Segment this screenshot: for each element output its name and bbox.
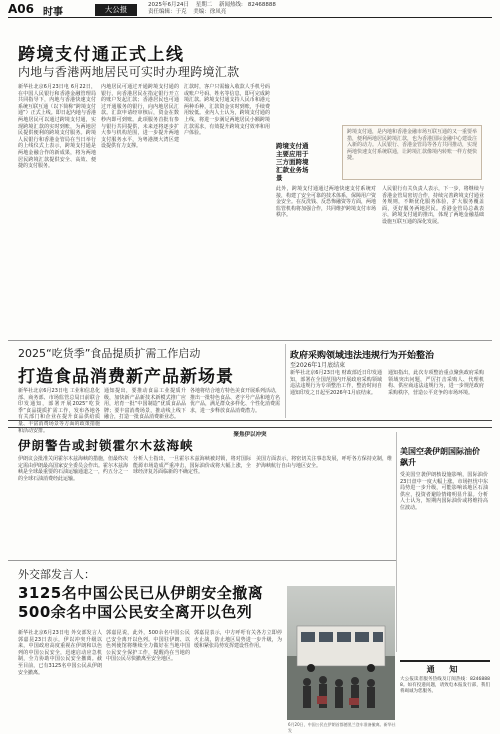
story2-headline: 打造食品消费新产品新场景 bbox=[18, 367, 234, 387]
news-photo-illustration bbox=[287, 586, 395, 720]
designer-credit: 美编：徐凤亮 bbox=[193, 9, 227, 15]
masthead bbox=[8, 2, 492, 18]
story4-headline-line-2: 500余名中国公民安全离开以色列 bbox=[18, 603, 253, 621]
story4-column-1: 新华社北京6月23日电 外交部发言人郭嘉昆23日表示，伊以冲突升级以来，中国政府高度重视在伊朗和以色列的中国公民安全，迅速启动应急机制，全力协助中国公民安全撤离。截至目前，已有3125名中国公民从伊朗安全撤离。 bbox=[18, 630, 102, 676]
story4-kicker: 外交部发言人： bbox=[18, 568, 95, 581]
story3-column-2: 分析人士指出，一旦霍尔木兹海峡被封锁，将对国际能源市场造成严重冲击，国际油价或将大幅上涨，全球经济复苏面临新的不确定性。 bbox=[133, 456, 251, 476]
hotline-number: 82468888 bbox=[247, 2, 276, 8]
story2-kicker: 2025“吃货季”食品提质扩需工作启动 bbox=[18, 347, 201, 360]
story1-column-1: 新华社北京6月23日电 6月22日，在中国人民银行和香港金融管理局共同指导下，内地与香港快速支付系统互联互通（以下简称“跨境支付通”）正式上线。即日起内地与香港两地居民可以通过跨境支付通，实现跨境汇款的实时到账，为两地居民提供便利的跨境支付服务。跨境人民银行和香港金管局在当日举行的上线仪式上表示，跨境支付通是两地金融合作的新成果，将为两地居民跨境汇款提供安全、高效、便捷的支付服务。 bbox=[18, 84, 96, 170]
issue-date: 2025年6月24日 bbox=[148, 2, 189, 8]
divider-line bbox=[8, 560, 396, 561]
story4-column-3: 郭嘉昆表示，中方呼吁有关各方立即停火止战，防止地区局势进一步升级，为缓和紧张局势发挥建设性作用。 bbox=[194, 630, 282, 650]
story2-column-2: 通知提出，要推动食品工业提质升级，加快新产品新技术新模式推广应用，培育一批“中国制造”优质食品品牌；要丰富消费场景，推动线上线下融合，打造一批食品消费新业态。 bbox=[104, 388, 186, 421]
story1-column-4: 此外，跨境支付通通过两地快速支付系统对接，构建了安全可靠的技术体系，保障用户资金安全。在反洗钱、反恐怖融资等方面，两地监管机构将加强合作，共同维护跨境支付市场秩序。 bbox=[276, 186, 377, 219]
gov-story-column-2: 通知指出，此次专项整治重点聚焦政府采购领域突出问题，严厉打击采购人、代理机构、供应商违法违规行为，进一步规范政府采购秩序，营造公平竞争的市场环境。 bbox=[388, 370, 484, 396]
story4-headline-line-1: 3125名中国公民已从伊朗安全撤离 bbox=[18, 584, 264, 602]
banner-label: 聚焦伊以冲突 bbox=[227, 432, 272, 438]
story1-quote: 跨境支付通，是内地和香港金融市场互联互通的又一重要举措，便利两地居民跨境汇款，也为香港国际金融中心建设注入新的动力。人民银行、香港金管局等各方共同推动，实现两地快速支付系统联通，让跨境汇款像境内转账一样方便快捷。 bbox=[347, 129, 478, 162]
story1-column-5: 人民银行有关负责人表示，下一步，将继续与香港金管局密切合作，持续完善跨境支付通业务规则，不断优化服务体验，扩大服务覆盖面，更好服务两地居民。香港金管局总裁表示，跨境支付通的推出，体现了两地金融基础设施互联互通的深化发展。 bbox=[382, 186, 484, 225]
gov-story-headline: 政府采购领域违法违规行为开始整治 bbox=[290, 351, 435, 361]
issue-weekday: 星期二 bbox=[195, 2, 213, 8]
story1-quote-box bbox=[342, 125, 482, 180]
notice-body: 大公报读者服务热线及订阅热线：82468888。如有投递问题，请致电本报发行部，我们将竭诚为您服务。 bbox=[400, 677, 490, 694]
story1-column-3: 汇款时，客户只需输入收款人手机号码或账户号码、姓名等信息，即可完成跨境汇款。跨境支付通支持人民币和港元两种币种，汇款资金实时到账，手续费用较低。业内人士认为，跨境支付通的上线，将进一步满足两地居民小额跨境汇款需求，有效提升跨境支付效率和用户体验。 bbox=[184, 84, 270, 137]
editor-credit: 责任编辑：于克 bbox=[148, 9, 187, 15]
story4-column-2: 郭嘉昆说，此外，500余名中国公民已安全离开以色列。中国驻伊朗、以色列使馆将继续全力做好在当地中国公民安全保护工作，提醒尚在当地的中国公民尽快撤离至安全地区。 bbox=[106, 630, 190, 663]
story2-column-1: 新华社北京6月23日电 工业和信息化部、商务部、市场监管总局日前联合印发通知，部署开展2025“吃货季”食品提质扩需工作，发布各地各有关部门和企业在提升食品供给质量、丰富消费场景等方面的政策措施和活动安排。 bbox=[18, 388, 100, 434]
column-rule bbox=[396, 432, 397, 652]
notice-box bbox=[400, 660, 490, 726]
story4-headline bbox=[18, 584, 263, 622]
gov-story-column-1: 新华社北京6月23日电 财政部近日印发通知，部署在全国范围内开展政府采购领域违法违规行为专项整治工作，整治时间自通知印发之日起至2026年1月底结束。 bbox=[290, 370, 382, 396]
gov-story-subheadline: 至2026年1月底结束 bbox=[290, 362, 346, 369]
photo-caption: 6月20日，中国公民在伊朗首都德黑兰登车准备撤离。新华社发 bbox=[288, 722, 396, 733]
section-name: 时事 bbox=[43, 7, 63, 18]
page-number: A06 bbox=[8, 2, 34, 16]
newspaper-logo: 大公报 bbox=[95, 4, 137, 16]
story2-column-3: 各地将结合地方特色美食开展系列活动，推出一批特色食品、老字号产品和地方名优产品，满足群众多样化、个性化消费需求，进一步释放食品消费潜力。 bbox=[190, 388, 281, 414]
story1-headline: 跨境支付通正式上线 bbox=[18, 45, 185, 65]
news-photo bbox=[287, 586, 395, 720]
us-story-headline: 美国空袭伊朗国际油价飙升 bbox=[400, 447, 480, 467]
divider-line bbox=[8, 340, 492, 341]
story3-column-3: 美国方面表示，将密切关注事态发展，呼吁各方保持克制，维护海峡航行自由与地区安全。 bbox=[256, 456, 392, 469]
story1-subheadline: 内地与香港两地居民可实时办理跨境汇款 bbox=[18, 65, 240, 79]
hotline-label: 新闻热线: bbox=[219, 2, 243, 8]
notice-title: 通 知 bbox=[426, 665, 464, 674]
section-banner bbox=[8, 420, 492, 438]
story3-column-1: 伊朗议会批准关闭霍尔木兹海峡的措施，但最终决定需由伊朗最高国家安全委员会作出。霍尔木兹海峡是全球最重要的石油运输通道之一，约五分之一的全球石油消费经此运输。 bbox=[18, 456, 129, 482]
story1-sidebar-title: 跨境支付通主要应用于三方面跨境汇款业务场景 bbox=[276, 142, 309, 182]
masthead-meta bbox=[148, 2, 281, 16]
story3-headline: 伊朗警告或封锁霍尔木兹海峡 bbox=[18, 438, 194, 453]
column-rule bbox=[285, 344, 286, 418]
us-story-column-1: 受美国空袭伊朗核设施影响，国际油价23日盘中一度大幅上涨。市场担忧中东局势进一步升级，可能影响该地区石油供应，投资者避险情绪明显升温。分析人士认为，短期内国际油价或将维持高位波动。 bbox=[400, 472, 488, 511]
story1-column-2: 内地居民可通过开通跨境支付通的银行，向香港居民在指定银行开立的账户发起汇款；香港居民也可通过开通服务的银行，向内地居民汇款。汇款申请经审核后，资金在数秒内即可到账。此项服务首批有参与银行共同提供，未来还将逐步扩大参与机构范围，进一步提升两地支付服务水平，为粤港澳大湾区建设提供有力支撑。 bbox=[101, 84, 179, 150]
